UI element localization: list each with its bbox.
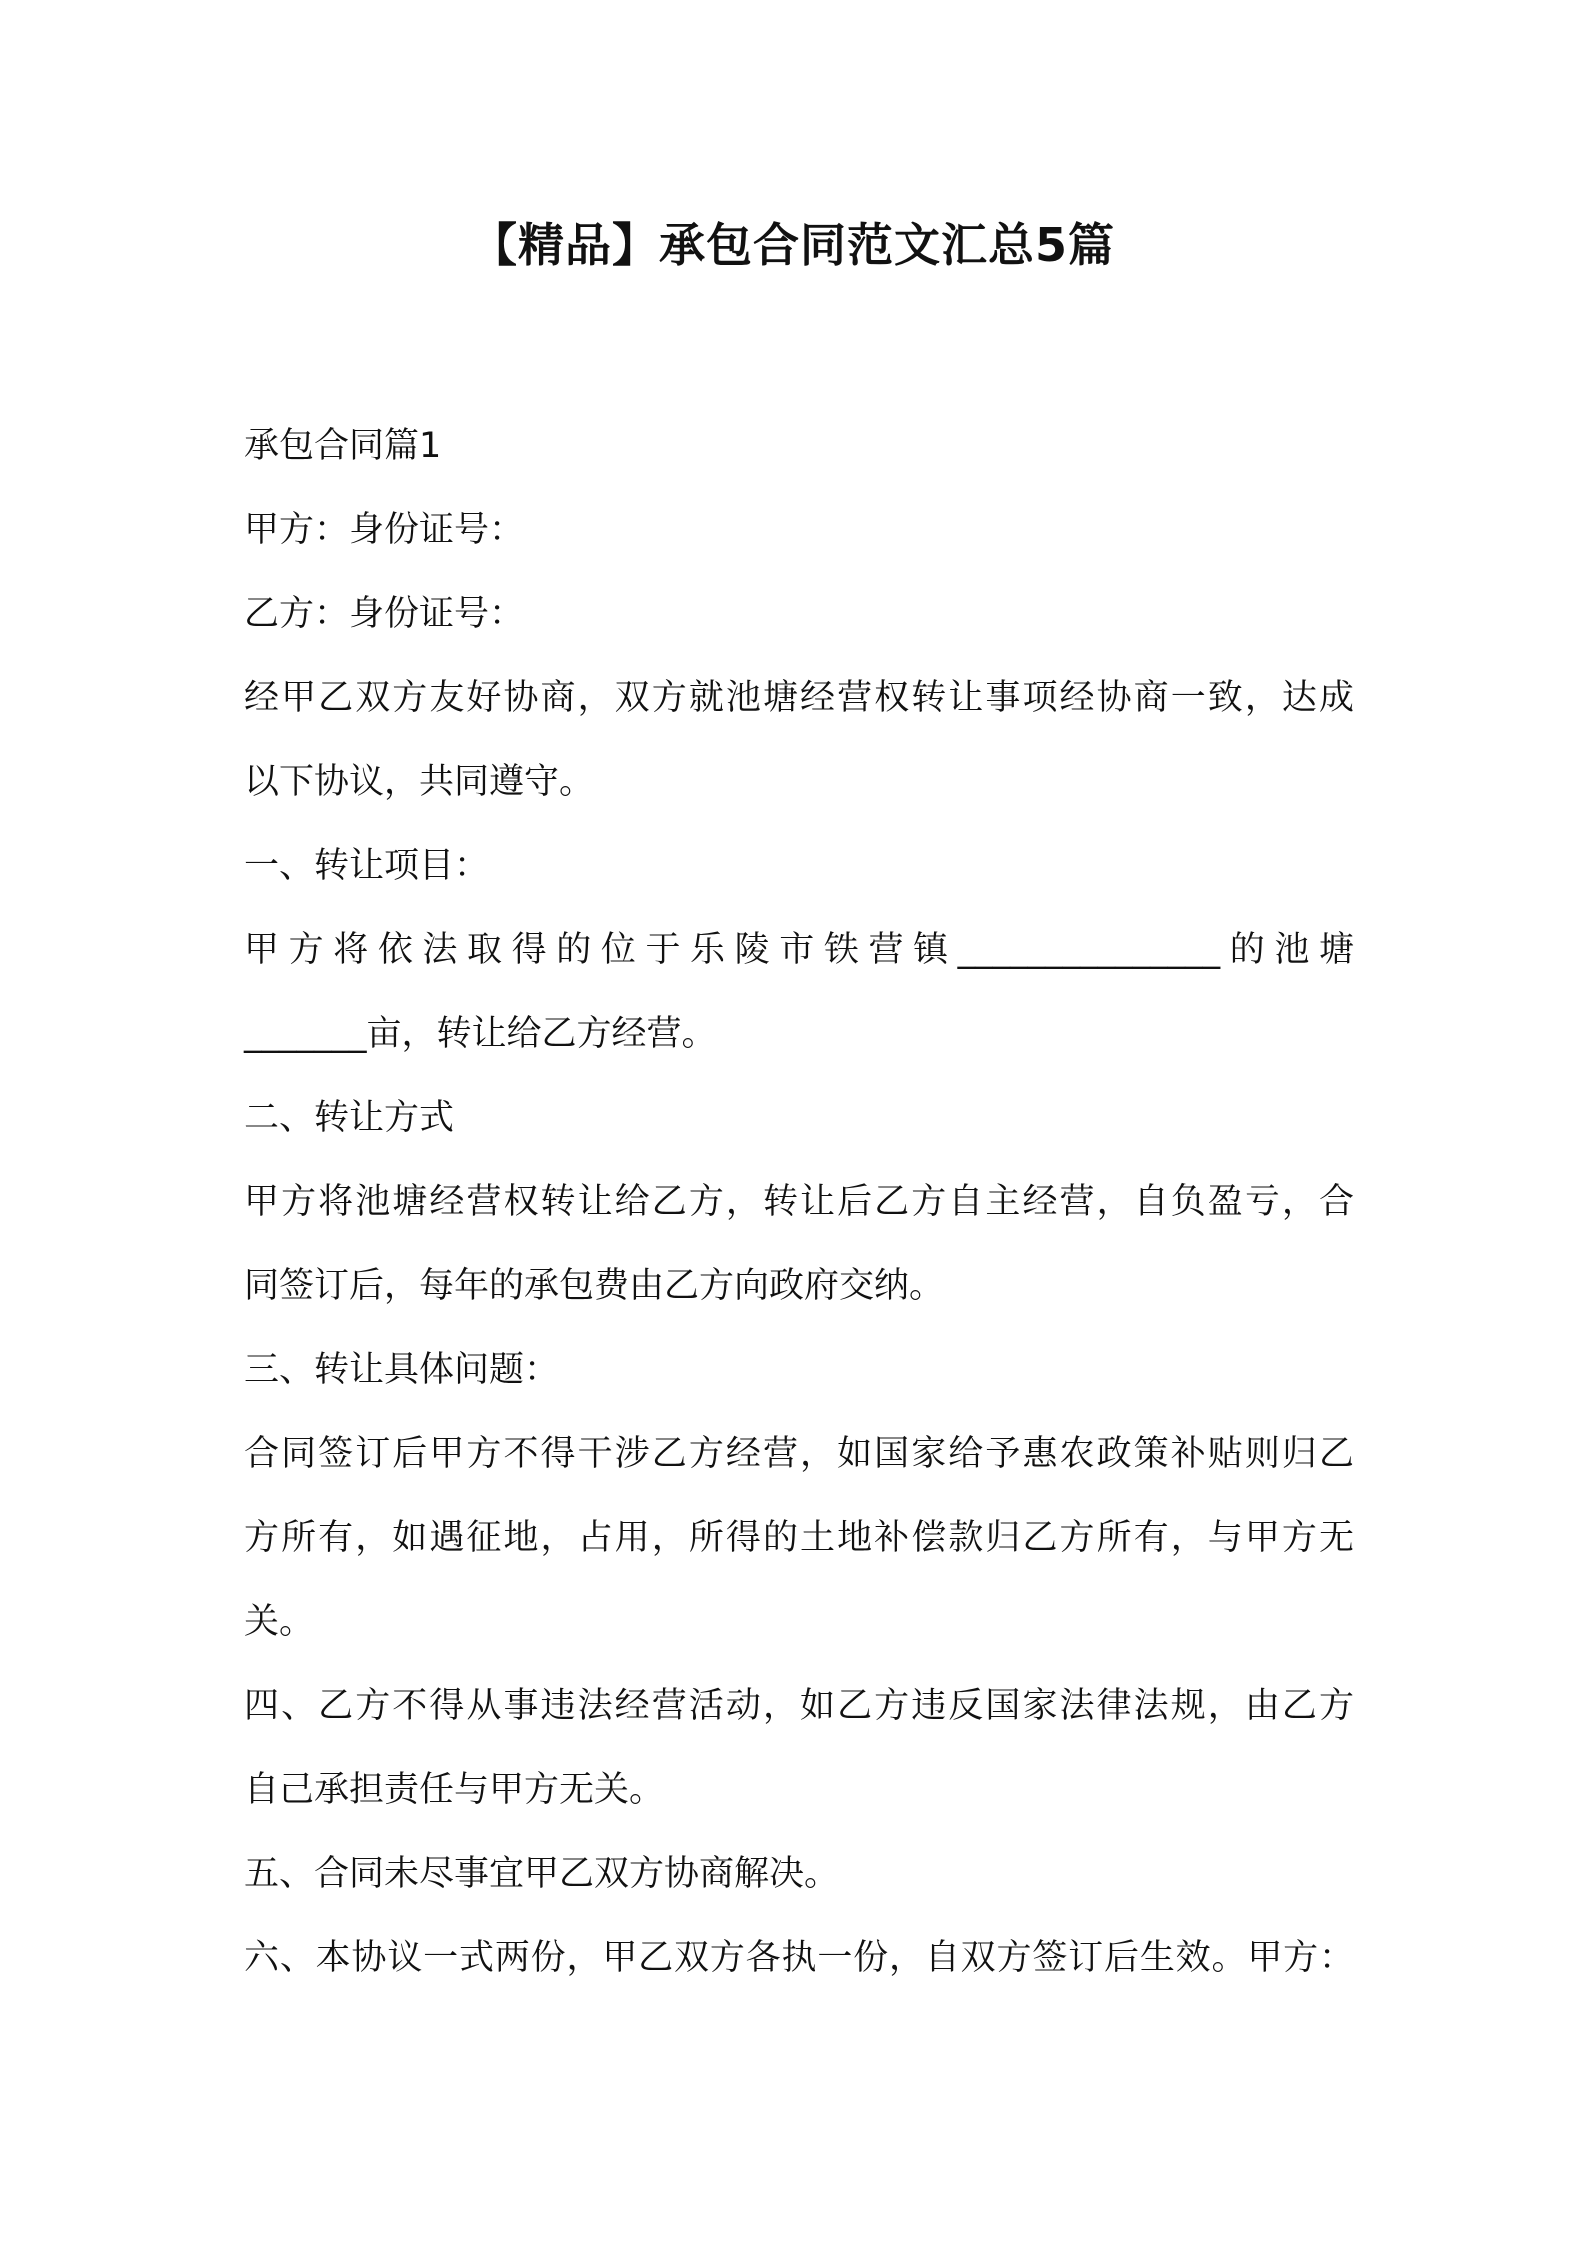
party-a-line: 甲方：身份证号：	[244, 510, 525, 550]
document-body	[244, 404, 1354, 2000]
clause-heading: 一、转让项目：	[244, 846, 490, 886]
paragraph-line: 甲方将依法取得的位于乐陵市铁营镇_______________的池塘	[244, 930, 1354, 970]
paragraph-line: 自己承担责任与甲方无关。	[244, 1770, 665, 1810]
paragraph-line: 同签订后，每年的承包费由乙方向政府交纳。	[244, 1266, 945, 1306]
paragraph-line: 合同签订后甲方不得干涉乙方经营，如国家给予惠农政策补贴则归乙	[244, 1434, 1354, 1474]
clause-heading: 二、转让方式	[244, 1098, 455, 1138]
clause-line: 六、本协议一式两份，甲乙双方各执一份，自双方签订后生效。甲方：	[244, 1938, 1354, 1978]
paragraph-line: _______亩，转让给乙方经营。	[244, 1014, 717, 1054]
clause-line: 四、乙方不得从事违法经营活动，如乙方违反国家法律法规，由乙方	[244, 1686, 1354, 1726]
party-b-line: 乙方：身份证号：	[244, 594, 525, 634]
paragraph-line: 经甲乙双方友好协商，双方就池塘经营权转让事项经协商一致，达成	[244, 678, 1354, 718]
clause-heading: 三、转让具体问题：	[244, 1350, 560, 1390]
paragraph-line: 甲方将池塘经营权转让给乙方，转让后乙方自主经营，自负盈亏，合	[244, 1182, 1354, 1222]
paragraph-line: 以下协议，共同遵守。	[244, 762, 595, 802]
section-heading: 承包合同篇1	[244, 426, 442, 466]
document-title: 【精品】承包合同范文汇总5篇	[470, 218, 1115, 272]
clause-line: 五、合同未尽事宜甲乙双方协商解决。	[244, 1854, 840, 1894]
paragraph-line: 方所有，如遇征地，占用，所得的土地补偿款归乙方所有，与甲方无	[244, 1518, 1354, 1558]
paragraph-line: 关。	[244, 1602, 315, 1642]
